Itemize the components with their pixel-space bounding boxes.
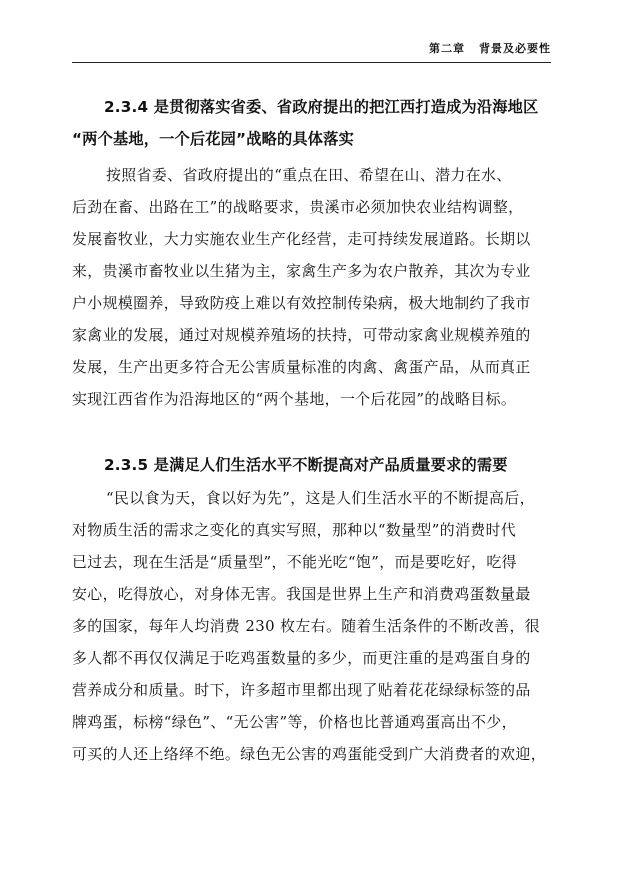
paragraph-line: 安心，吃得放心，对身体无害。我国是世界上生产和消费鸡蛋数量最 — [72, 585, 531, 603]
paragraph-line: 已过去，现在生活是“质量型”，不能光吃“饱”，而是要吃好，吃得 — [72, 553, 517, 571]
section-heading-2-3-5: 2.3.5 是满足人们生活水平不断提高对产品质量要求的需要 — [104, 456, 508, 474]
paragraph-line: 按照省委、省政府提出的“重点在田、希望在山、潜力在水、 — [106, 166, 512, 184]
paragraph-line: 户小规模圈养，导致防疫上难以有效控制传染病，极大地制约了我市 — [72, 294, 531, 312]
paragraph-line: 多人都不再仅仅满足于吃鸡蛋数量的多少，而更注重的是鸡蛋自身的 — [72, 649, 531, 667]
chapter-title: 背景及必要性 — [479, 42, 551, 55]
paragraph-line: 来，贵溪市畜牧业以生猪为主，家禽生产多为农户散养，其次为专业 — [72, 262, 531, 280]
paragraph-line: 后劲在畜、出路在工”的战略要求，贵溪市必须加快农业结构调整， — [72, 198, 524, 216]
paragraph-line: 实现江西省作为沿海地区的“两个基地，一个后花园”的战略目标。 — [72, 390, 517, 408]
paragraph-line: 发展畜牧业，大力实施农业生产化经营，走可持续发展道路。长期以 — [72, 230, 531, 248]
paragraph-line: 可买的人还上络绎不绝。绿色无公害的鸡蛋能受到广大消费者的欢迎， — [72, 745, 547, 763]
paragraph-line: “民以食为天，食以好为先”，这是人们生活水平的不断提高后， — [106, 489, 535, 507]
chapter-label: 第二章 — [429, 42, 465, 55]
paragraph-line: 家禽业的发展，通过对规模养殖场的扶持，可带动家禽业规模养殖的 — [72, 326, 531, 344]
running-header — [72, 38, 551, 63]
paragraph-line: 发展，生产出更多符合无公害质量标准的肉禽、禽蛋产品，从而真正 — [72, 358, 531, 376]
section-heading-2-3-4-line-1: 2.3.4 是贯彻落实省委、省政府提出的把江西打造成为沿海地区 — [104, 98, 539, 116]
paragraph-line: 对物质生活的需求之变化的真实写照，那种以“数量型”的消费时代 — [72, 521, 517, 539]
paragraph-line: 牌鸡蛋，标榜“绿色”、“无公害”等，价格也比普通鸡蛋高出不少， — [72, 713, 517, 731]
section-heading-2-3-4-line-2: “两个基地，一个后花园”战略的具体落实 — [72, 130, 354, 148]
paragraph-line: 多的国家，每年人均消费 230 枚左右。随着生活条件的不断改善，很 — [72, 617, 541, 635]
paragraph-line: 营养成分和质量。时下，许多超市里都出现了贴着花花绿绿标签的品 — [72, 681, 531, 699]
